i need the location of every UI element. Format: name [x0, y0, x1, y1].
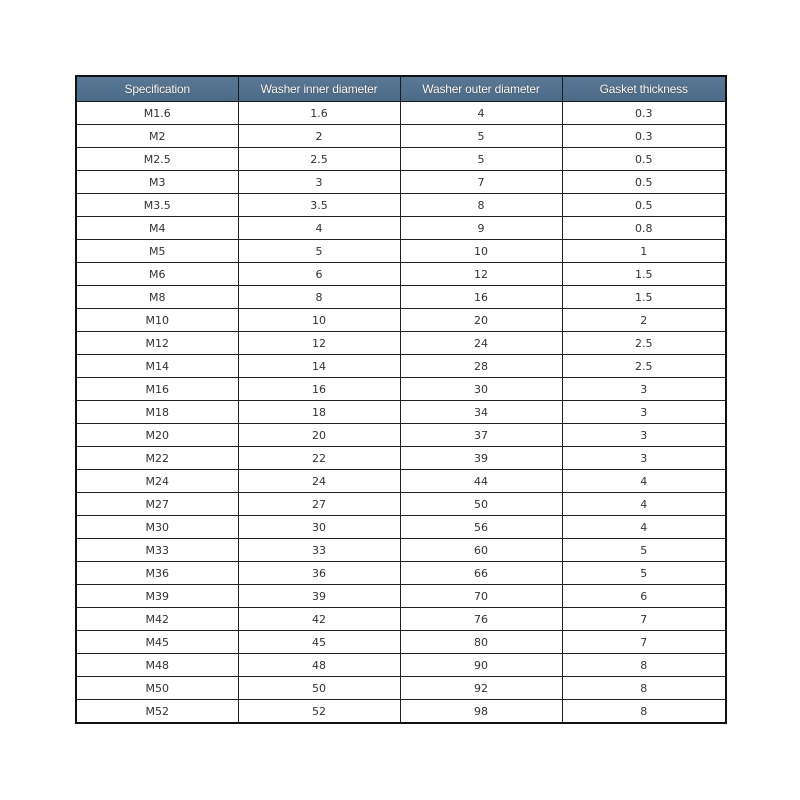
cell-outer-diameter: 70 — [400, 585, 562, 608]
cell-inner-diameter: 20 — [238, 424, 400, 447]
cell-inner-diameter: 24 — [238, 470, 400, 493]
table-row — [76, 677, 726, 700]
cell-outer-diameter: 7 — [400, 171, 562, 194]
cell-thickness: 1.5 — [562, 286, 726, 309]
cell-outer-diameter: 16 — [400, 286, 562, 309]
table-body — [76, 102, 726, 724]
header-gasket-thickness: Gasket thickness — [562, 76, 726, 102]
cell-specification: M50 — [76, 677, 238, 700]
cell-specification: M52 — [76, 700, 238, 724]
table-row — [76, 309, 726, 332]
table-row — [76, 562, 726, 585]
cell-inner-diameter: 50 — [238, 677, 400, 700]
cell-thickness: 8 — [562, 700, 726, 724]
table-row — [76, 608, 726, 631]
cell-specification: M48 — [76, 654, 238, 677]
cell-specification: M42 — [76, 608, 238, 631]
cell-thickness: 3 — [562, 424, 726, 447]
cell-thickness: 7 — [562, 631, 726, 654]
cell-thickness: 4 — [562, 516, 726, 539]
table-row — [76, 332, 726, 355]
cell-inner-diameter: 12 — [238, 332, 400, 355]
cell-thickness: 2.5 — [562, 332, 726, 355]
cell-specification: M27 — [76, 493, 238, 516]
cell-outer-diameter: 60 — [400, 539, 562, 562]
cell-thickness: 0.5 — [562, 194, 726, 217]
cell-specification: M45 — [76, 631, 238, 654]
cell-thickness: 0.5 — [562, 171, 726, 194]
cell-thickness: 4 — [562, 470, 726, 493]
washer-spec-table-container — [75, 75, 725, 724]
cell-thickness: 0.5 — [562, 148, 726, 171]
table-row — [76, 194, 726, 217]
cell-outer-diameter: 12 — [400, 263, 562, 286]
cell-inner-diameter: 10 — [238, 309, 400, 332]
cell-inner-diameter: 2.5 — [238, 148, 400, 171]
cell-thickness: 3 — [562, 378, 726, 401]
table-row — [76, 286, 726, 309]
cell-thickness: 0.3 — [562, 125, 726, 148]
table-row — [76, 516, 726, 539]
cell-outer-diameter: 90 — [400, 654, 562, 677]
cell-specification: M10 — [76, 309, 238, 332]
cell-specification: M16 — [76, 378, 238, 401]
table-row — [76, 217, 726, 240]
table-row — [76, 585, 726, 608]
washer-spec-table — [75, 75, 727, 724]
cell-thickness: 0.8 — [562, 217, 726, 240]
header-row — [76, 76, 726, 102]
cell-thickness: 3 — [562, 447, 726, 470]
cell-inner-diameter: 2 — [238, 125, 400, 148]
cell-thickness: 0.3 — [562, 102, 726, 125]
table-row — [76, 424, 726, 447]
table-row — [76, 378, 726, 401]
cell-inner-diameter: 3 — [238, 171, 400, 194]
cell-thickness: 1 — [562, 240, 726, 263]
cell-inner-diameter: 33 — [238, 539, 400, 562]
cell-inner-diameter: 8 — [238, 286, 400, 309]
cell-outer-diameter: 98 — [400, 700, 562, 724]
cell-outer-diameter: 92 — [400, 677, 562, 700]
cell-outer-diameter: 76 — [400, 608, 562, 631]
header-washer-inner-diameter: Washer inner diameter — [238, 76, 400, 102]
table-row — [76, 263, 726, 286]
cell-specification: M5 — [76, 240, 238, 263]
cell-specification: M6 — [76, 263, 238, 286]
cell-thickness: 4 — [562, 493, 726, 516]
table-row — [76, 125, 726, 148]
cell-specification: M12 — [76, 332, 238, 355]
cell-outer-diameter: 34 — [400, 401, 562, 424]
cell-specification: M24 — [76, 470, 238, 493]
table-header — [76, 76, 726, 102]
cell-inner-diameter: 52 — [238, 700, 400, 724]
cell-outer-diameter: 56 — [400, 516, 562, 539]
table-row — [76, 447, 726, 470]
cell-thickness: 6 — [562, 585, 726, 608]
cell-specification: M14 — [76, 355, 238, 378]
cell-outer-diameter: 9 — [400, 217, 562, 240]
cell-outer-diameter: 66 — [400, 562, 562, 585]
cell-outer-diameter: 28 — [400, 355, 562, 378]
cell-inner-diameter: 48 — [238, 654, 400, 677]
cell-outer-diameter: 10 — [400, 240, 562, 263]
cell-inner-diameter: 42 — [238, 608, 400, 631]
cell-thickness: 2 — [562, 309, 726, 332]
table-row — [76, 102, 726, 125]
cell-specification: M20 — [76, 424, 238, 447]
cell-outer-diameter: 8 — [400, 194, 562, 217]
cell-thickness: 5 — [562, 539, 726, 562]
cell-outer-diameter: 50 — [400, 493, 562, 516]
cell-specification: M2.5 — [76, 148, 238, 171]
cell-outer-diameter: 5 — [400, 125, 562, 148]
cell-outer-diameter: 20 — [400, 309, 562, 332]
cell-specification: M8 — [76, 286, 238, 309]
table-row — [76, 539, 726, 562]
table-row — [76, 470, 726, 493]
cell-outer-diameter: 80 — [400, 631, 562, 654]
cell-specification: M3.5 — [76, 194, 238, 217]
cell-thickness: 7 — [562, 608, 726, 631]
cell-inner-diameter: 30 — [238, 516, 400, 539]
cell-inner-diameter: 14 — [238, 355, 400, 378]
cell-outer-diameter: 37 — [400, 424, 562, 447]
cell-outer-diameter: 39 — [400, 447, 562, 470]
cell-thickness: 5 — [562, 562, 726, 585]
cell-thickness: 8 — [562, 677, 726, 700]
header-washer-outer-diameter: Washer outer diameter — [400, 76, 562, 102]
cell-specification: M30 — [76, 516, 238, 539]
cell-specification: M4 — [76, 217, 238, 240]
header-specification: Specification — [76, 76, 238, 102]
cell-outer-diameter: 5 — [400, 148, 562, 171]
cell-specification: M2 — [76, 125, 238, 148]
cell-inner-diameter: 1.6 — [238, 102, 400, 125]
cell-inner-diameter: 39 — [238, 585, 400, 608]
table-row — [76, 240, 726, 263]
cell-inner-diameter: 3.5 — [238, 194, 400, 217]
table-row — [76, 493, 726, 516]
table-row — [76, 401, 726, 424]
cell-inner-diameter: 36 — [238, 562, 400, 585]
cell-outer-diameter: 44 — [400, 470, 562, 493]
cell-thickness: 2.5 — [562, 355, 726, 378]
cell-specification: M18 — [76, 401, 238, 424]
cell-outer-diameter: 4 — [400, 102, 562, 125]
cell-inner-diameter: 22 — [238, 447, 400, 470]
table-row — [76, 631, 726, 654]
cell-specification: M36 — [76, 562, 238, 585]
cell-inner-diameter: 4 — [238, 217, 400, 240]
cell-outer-diameter: 30 — [400, 378, 562, 401]
table-row — [76, 148, 726, 171]
cell-inner-diameter: 45 — [238, 631, 400, 654]
cell-specification: M33 — [76, 539, 238, 562]
cell-specification: M3 — [76, 171, 238, 194]
table-row — [76, 355, 726, 378]
table-row — [76, 700, 726, 724]
cell-inner-diameter: 16 — [238, 378, 400, 401]
cell-thickness: 3 — [562, 401, 726, 424]
cell-thickness: 1.5 — [562, 263, 726, 286]
cell-specification: M22 — [76, 447, 238, 470]
cell-specification: M39 — [76, 585, 238, 608]
cell-inner-diameter: 18 — [238, 401, 400, 424]
table-row — [76, 654, 726, 677]
cell-outer-diameter: 24 — [400, 332, 562, 355]
cell-inner-diameter: 27 — [238, 493, 400, 516]
cell-thickness: 8 — [562, 654, 726, 677]
table-row — [76, 171, 726, 194]
cell-inner-diameter: 6 — [238, 263, 400, 286]
cell-specification: M1.6 — [76, 102, 238, 125]
cell-inner-diameter: 5 — [238, 240, 400, 263]
